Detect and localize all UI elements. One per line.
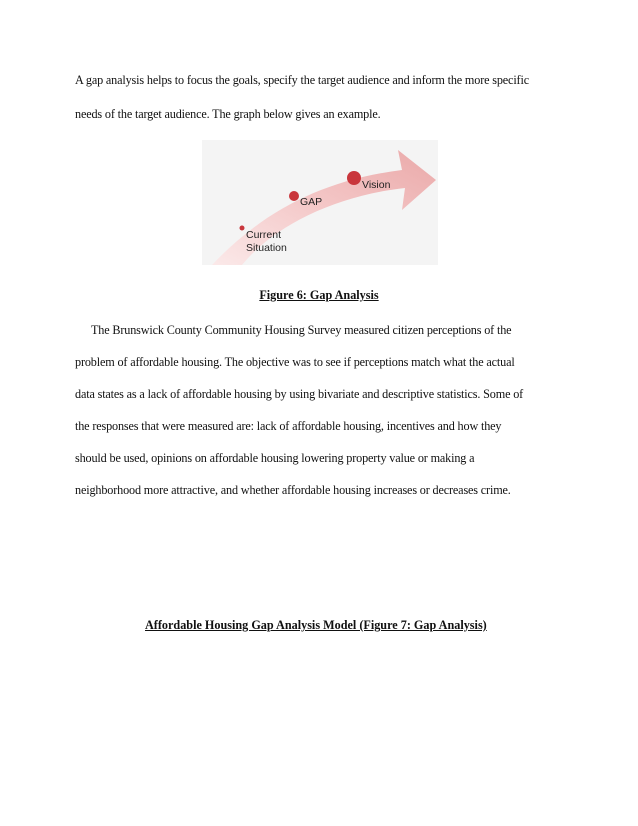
- gap-dot: [289, 191, 299, 201]
- paragraph-line-6: neighborhood more attractive, and whether affordable housing increases or decreases crime.: [75, 483, 511, 497]
- paragraph-line-1: The Brunswick County Community Housing Survey measured citizen perceptions of the: [91, 323, 512, 337]
- paragraph-line-3: data states as a lack of affordable housing by using bivariate and descriptive statistics. Some of: [75, 387, 524, 401]
- gap-label: GAP: [300, 196, 323, 208]
- gap-analysis-arrow-graphic: [202, 140, 438, 265]
- current-situation-dot: [240, 226, 245, 231]
- paragraph-line-4: the responses that were measured are: lack of affordable housing, incentives and how they: [75, 419, 502, 433]
- paragraph-line-2: problem of affordable housing. The objective was to see if perceptions match what the actual: [75, 355, 515, 369]
- intro-line-2: needs of the target audience. The graph below gives an example.: [75, 107, 381, 121]
- paragraph-line-5: should be used, opinions on affordable housing lowering property value or making a: [75, 451, 475, 465]
- gap-analysis-figure: [202, 140, 438, 265]
- current-label-line-2: Situation: [246, 242, 287, 254]
- figure-6-caption: Figure 6: Gap Analysis: [259, 288, 379, 302]
- figure-7-caption: Affordable Housing Gap Analysis Model (Figure 7: Gap Analysis): [145, 618, 487, 632]
- current-label-line-1: Current: [246, 229, 282, 241]
- vision-label: Vision: [362, 179, 391, 191]
- intro-line-1: A gap analysis helps to focus the goals, specify the target audience and inform the more specific: [75, 73, 529, 87]
- vision-dot: [347, 171, 361, 185]
